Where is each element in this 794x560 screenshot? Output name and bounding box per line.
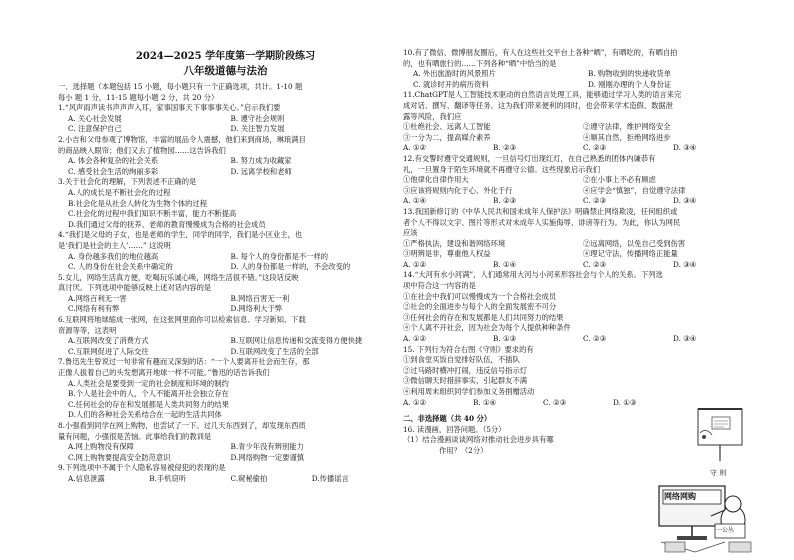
- option-d: D.网络利大于弊: [230, 304, 283, 314]
- question-stem: 的，也有晒旅行的……下列各种“晒”中恰当的是: [403, 58, 557, 68]
- choice-4: ④理记守法，传播网络正能量: [583, 249, 678, 259]
- question-stem: 真讨厌。下列选项中能够反映上述对话内容的是: [58, 283, 212, 293]
- choice-3: ③应该将规则内化于心、外化于行: [403, 185, 513, 195]
- option-b: B. ①④: [493, 259, 517, 269]
- option-c: C. ②③: [583, 259, 607, 269]
- option-c: C. ②③: [543, 397, 567, 407]
- rules-poster-caption: 守 则: [710, 469, 727, 477]
- option-c: C.网上购物要提高安全防范意识: [68, 452, 171, 462]
- section-heading: 二、非选择题（共 40 分）: [403, 414, 492, 424]
- option-c: C.社会化的过程中我们知识不断丰富，能力不断提高: [68, 209, 237, 219]
- choice-2: ②遵守法律，维护网络安全: [583, 122, 671, 132]
- option-d: D.我们通过父母的抚养、老师的教育慢慢成为合格的社会成员: [68, 219, 266, 229]
- option-b: B.个人是社会中的人，个人不能离开社会独立存在: [68, 389, 229, 399]
- option-d: D. ③④: [673, 334, 697, 344]
- option-c: C. 就诊时开的病历资料: [413, 79, 489, 89]
- option-a: A. 身份越多我们的地位越高: [68, 251, 159, 261]
- cartoon-title: 网络网购: [664, 492, 696, 501]
- question-stem: 项中符合这一内容的是: [403, 281, 476, 291]
- question-stem: 10.有了微信、微博朋友圈后，有人在这些社交平台上各种“晒”，有晒吃的，有晒自拍: [403, 48, 678, 57]
- option-b: B.互联网让信息传递和交流变得方便快捷: [230, 336, 363, 346]
- choice-3: ③任何社会的存在和发展都是人们共同努力的结果: [403, 312, 564, 322]
- question-stem: 9.下列选项中不属于个人隐私容易被侵犯的表现的是: [58, 463, 226, 473]
- section-instructions: 每小 题 1 分，11-15 题每小题 2 分，共 20 分）: [58, 92, 219, 102]
- choice-4: ④顺其自然，拒绝网络进步: [583, 132, 671, 142]
- question-stem: 者个人不得以文字、图片等形式对未成年人实施侮辱、诽谤等行为。为此，你认为网民: [403, 217, 681, 227]
- question-stem: 应该: [403, 228, 418, 238]
- option-d: D. ①③: [613, 397, 637, 407]
- rules-poster-icon: [692, 405, 754, 467]
- option-c: C. ②③: [583, 334, 607, 344]
- choice-4: ④应学会“慎独”，自觉遵守法律: [583, 185, 686, 195]
- option-d: D. 刚刚办理的个人身份证: [588, 79, 672, 89]
- right-column: [403, 48, 763, 457]
- option-b: B. ①④: [473, 397, 497, 407]
- choice-2: ②过马路时横冲打闹，违反信号指示灯: [403, 365, 528, 375]
- choice-3: ③明辨是非，尊重他人权益: [403, 249, 491, 259]
- option-a: A. 关心社会发展: [68, 113, 122, 123]
- question-stem: 8.小强看到同学在网上购物，也尝试了一下。过几天东西到了，却发现东西质: [58, 421, 306, 430]
- question-stem: 2.小吉和父母参观了博物馆，丰富的展品令人震撼，他们来到商场，琳琅满目: [58, 134, 306, 144]
- option-a: A. 体会各种复杂的社会关系: [68, 156, 159, 166]
- option-a: A. ①②: [403, 397, 426, 407]
- option-a: A.信息泄露: [68, 473, 105, 483]
- option-b: B.青少年没有辨别能力: [230, 442, 304, 452]
- question-stem: 4.“我们是父母的子女，也是老师的学生，同学的同学，我们是小区业主，也: [58, 230, 303, 240]
- sub-question: 作用？（2分）: [439, 445, 488, 455]
- option-c: C. 注意保护自己: [68, 124, 122, 134]
- option-c: C.网络有利有弊: [68, 304, 120, 314]
- question-stem: 的商品映入眼帘；他们又去了植物园……这告诉我们: [58, 145, 226, 155]
- option-b: B.手机窃听: [149, 473, 187, 483]
- question-stem: 6.互联网将地球缩成一张网，在这张网里面你可以检索信息、学习新知、下载: [58, 315, 306, 325]
- option-b: B. ②③: [493, 143, 517, 153]
- question-stem: 是‘我们是社会的主人’……” 这说明: [58, 240, 171, 250]
- option-b: B. ①③: [493, 334, 517, 344]
- choice-3: ③微信聊天时措辞事实，引起群友不满: [403, 376, 528, 386]
- option-a: A.网上购物没有保障: [68, 442, 134, 452]
- cartoon-badge: 一公丛: [716, 527, 735, 534]
- option-a: A. 外出旅游时的风景照片: [413, 69, 496, 79]
- option-a: A. ①④: [403, 196, 426, 206]
- exam-subtitle: 八年级道德与法治: [183, 65, 268, 77]
- question-stem: 资源等等，这表明: [58, 325, 117, 335]
- option-a: A. ①②: [403, 143, 426, 153]
- option-d: D. 远离学校和老师: [230, 166, 292, 176]
- option-b: B.网络百害无一利: [230, 293, 290, 303]
- option-d: D.传播谣言: [311, 473, 349, 483]
- option-a: A. ①②: [403, 334, 426, 344]
- option-c: C. 人的身份在社会关系中确定的: [68, 262, 173, 272]
- option-d: D. 关注智力发展: [230, 124, 285, 134]
- option-c: C.窥秘偷拍: [230, 473, 268, 483]
- choice-4: ④个人离不开社会，因为社会为每个人提供种种条件: [403, 323, 571, 333]
- choice-2: ②在小事上不必有顾虑: [583, 175, 656, 185]
- option-d: D. ③④: [673, 143, 697, 153]
- choice-1: ①杜绝社会、远离人工智能: [403, 122, 491, 132]
- option-b: B. ②③: [493, 196, 517, 206]
- question-stem: 量有问题，小强很是苦恼。此事给我们的教训是: [58, 431, 212, 441]
- question-stem: 12.有交警时遵守交通规则，一旦信号灯出现红灯，在自己熟悉的团体内谦恭有: [403, 153, 656, 163]
- choice-1: ①严格执法，建设和谐网络环境: [403, 238, 506, 248]
- option-c: C.互联网促进了人际交往: [68, 346, 149, 356]
- option-d: D.人们的各种社会关系结合在一起的生活共同体: [68, 410, 222, 420]
- choice-1: ①他律化自律作用大: [403, 175, 469, 185]
- option-a: A.网络百利无一害: [68, 293, 127, 303]
- option-b: B. 每个人的身份都是不一样的: [230, 251, 329, 261]
- question-stem: 礼，一旦置身于陌生环境就不再遵守公德。这些现象启示我们: [403, 164, 601, 174]
- option-b: B.社会化是从社会人转化为生物个体的过程: [68, 198, 208, 208]
- choice-1: ①在社会中我们可以慢慢成为一个合格社会成员: [403, 291, 557, 301]
- option-d: D. ③④: [673, 196, 697, 206]
- question-stem: 3.关于社会化的理解，下列表述不正确的是: [58, 177, 197, 187]
- question-stem: 露等风险，我们应: [403, 111, 462, 121]
- choice-2: ②远离网络，以免自己受到伤害: [583, 238, 686, 248]
- question-stem: 14.“大河有水小河满”，人们通常用大河与小河来形容社会与个人的关系。下列选: [403, 270, 663, 280]
- option-a: A.人的成长是不断社会化的过程: [68, 187, 171, 197]
- option-b: B. 购物收到的快递收货单: [588, 69, 671, 79]
- question-stem: 5.女儿，网络生活真方便，吃喝玩乐诚心唤，网络生活很不错。”这段话反映: [58, 272, 299, 282]
- question-stem: 13.我国新修订的《中华人民共和国未成年人保护法》明确禁止网络欺凌，任何组织或: [403, 206, 678, 216]
- exam-title: 2024—2025 学年度第一学期阶段练习: [135, 51, 316, 62]
- option-c: C. ②③: [583, 143, 607, 153]
- option-c: C.任何社会的存在和发展都是人类共同努力的结果: [68, 399, 229, 409]
- sub-question: （1）结合漫画谈谈网络对推动社会进步具有哪: [403, 435, 554, 445]
- question-stem: 7.鲁迅先生曾说过一句非常有趣而又深刻的话：“一个人要离开社会而生存，那: [58, 357, 310, 367]
- option-c: C. 感受社会生活的绚丽多彩: [68, 166, 159, 176]
- choice-2: ②社会的全面进步与每个人的全面发展密不可分: [403, 302, 557, 312]
- left-column: [58, 0, 393, 485]
- option-a: A. ①②: [403, 259, 426, 269]
- choice-1: ①到食堂买饭自觉排好队伍，不插队: [403, 355, 520, 365]
- option-d: D. ③④: [673, 259, 697, 269]
- option-d: D.互联网改变了生活的全部: [230, 346, 319, 356]
- question-stem: 1.“风声雨声读书声声声入耳，家事国事天下事事事关心。”启示我们要: [58, 103, 281, 113]
- option-d: D.网络购物一定要谨慎: [230, 452, 305, 462]
- question-stem: 15. 下列行为符合右图《守则》要求的有: [403, 344, 534, 354]
- choice-4: ④利用周末组织同学们参加义务捐赠活动: [403, 387, 535, 396]
- option-a: A.人类社会是要受到一定的社会制度和环境的制约: [68, 378, 229, 388]
- option-d: D. 人的身份都是一样的，不会改变的: [230, 262, 351, 272]
- rules-poster-image: [692, 405, 754, 467]
- option-b: B. 努力成为收藏家: [230, 156, 292, 166]
- choice-3: ③一分为二，提高媒介素养: [403, 132, 491, 142]
- question-stem: 16. 读漫画，回答问题。（5分）: [403, 424, 506, 434]
- section-instructions: 一、选择题（本题包括 15 小题，每小题只有一个正确选项，共计。1-10 题: [58, 82, 303, 91]
- option-b: B. 遵守社会规则: [230, 113, 285, 123]
- option-c: C. ②③: [583, 196, 607, 206]
- option-a: A.互联网改变了消费方式: [68, 336, 149, 346]
- question-stem: 成对话、撰写、翻译等任务。这为我们带来便利的同时，也会带来学术造假、数据泄: [403, 100, 673, 110]
- question-stem: 11.ChatGPT是人工智能技术驱动的自然语言处理工具，能够通过学习人类的语言来完: [403, 90, 682, 100]
- question-stem: 正像人拔着自己的头发想离开地球一样不可能。”鲁迅的话告诉我们: [58, 368, 270, 378]
